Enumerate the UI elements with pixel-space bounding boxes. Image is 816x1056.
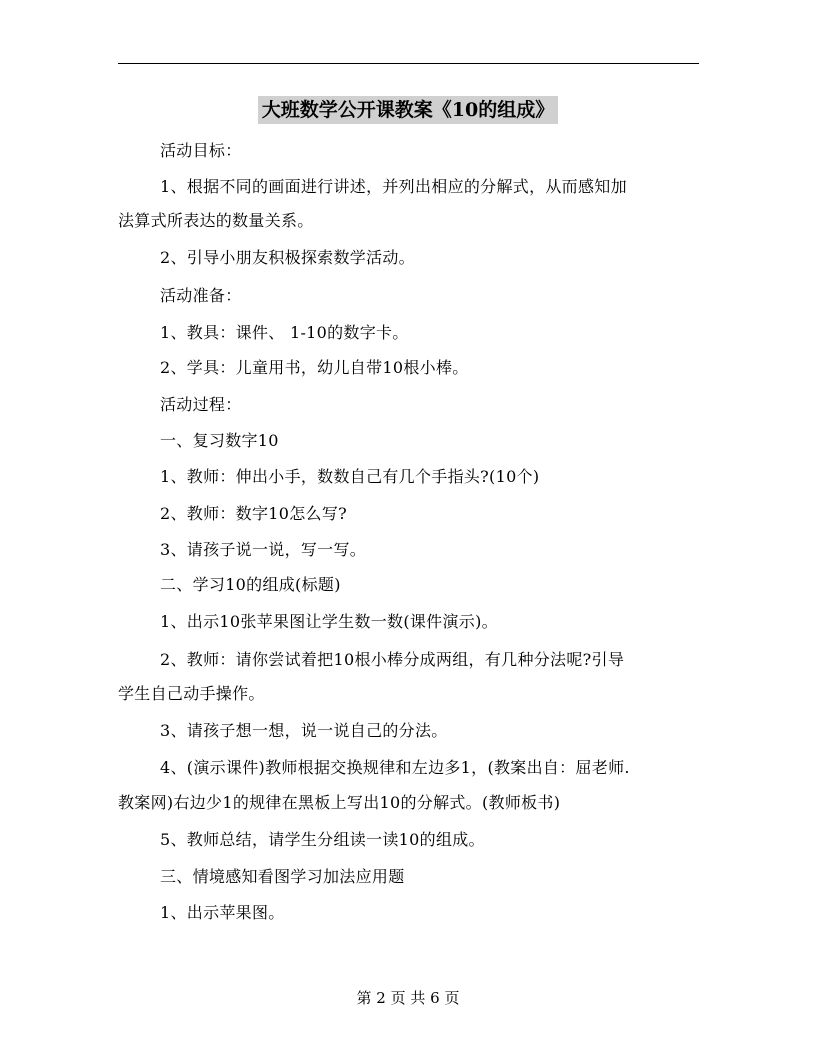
paragraph-line: 2、教师：数字10怎么写? — [160, 504, 348, 523]
paragraph-line: 1、教师：伸出小手，数数自己有几个手指头?(10个) — [160, 467, 540, 486]
paragraph-line: 2、引导小朋友积极探索数学活动。 — [160, 248, 415, 267]
page-title: 大班数学公开课教案《10的组成》 — [258, 96, 558, 124]
paragraph-line: 1、出示10张苹果图让学生数一数(课件演示)。 — [160, 612, 498, 631]
header-rule — [118, 63, 699, 64]
paragraph-line: 三、情境感知看图学习加法应用题 — [160, 867, 405, 886]
paragraph-line: 活动目标： — [160, 141, 242, 160]
paragraph-line: 活动准备： — [160, 286, 242, 305]
title-block — [0, 96, 816, 124]
paragraph-line: 学生自己动手操作。 — [118, 684, 265, 703]
paragraph-line: 4、(演示课件)教师根据交换规律和左边多1，(教案出自：屈老师. — [160, 758, 630, 777]
paragraph-line: 教案网)右边少1的规律在黑板上写出10的分解式。(教师板书) — [118, 793, 561, 812]
paragraph-line: 2、教师：请你尝试着把10根小棒分成两组，有几种分法呢?引导 — [160, 650, 625, 669]
paragraph-line: 法算式所表达的数量关系。 — [118, 211, 314, 230]
page-number-footer: 第 2 页 共 6 页 — [356, 989, 460, 1007]
paragraph-line: 1、教具：课件、 1-10的数字卡。 — [160, 323, 409, 342]
paragraph-line: 5、教师总结，请学生分组读一读10的组成。 — [160, 830, 485, 849]
paragraph-line: 2、学具：儿童用书，幼儿自带10根小棒。 — [160, 358, 469, 377]
paragraph-line: 3、请孩子说一说，写一写。 — [160, 540, 367, 559]
paragraph-line: 二、学习10的组成(标题) — [160, 575, 341, 594]
paragraph-line: 一、复习数字10 — [160, 431, 279, 450]
paragraph-line: 活动过程： — [160, 395, 242, 414]
paragraph-line: 1、根据不同的画面进行讲述，并列出相应的分解式，从而感知加 — [160, 177, 627, 196]
paragraph-line: 3、请孩子想一想，说一说自己的分法。 — [160, 721, 448, 740]
paragraph-line: 1、出示苹果图。 — [160, 903, 285, 922]
